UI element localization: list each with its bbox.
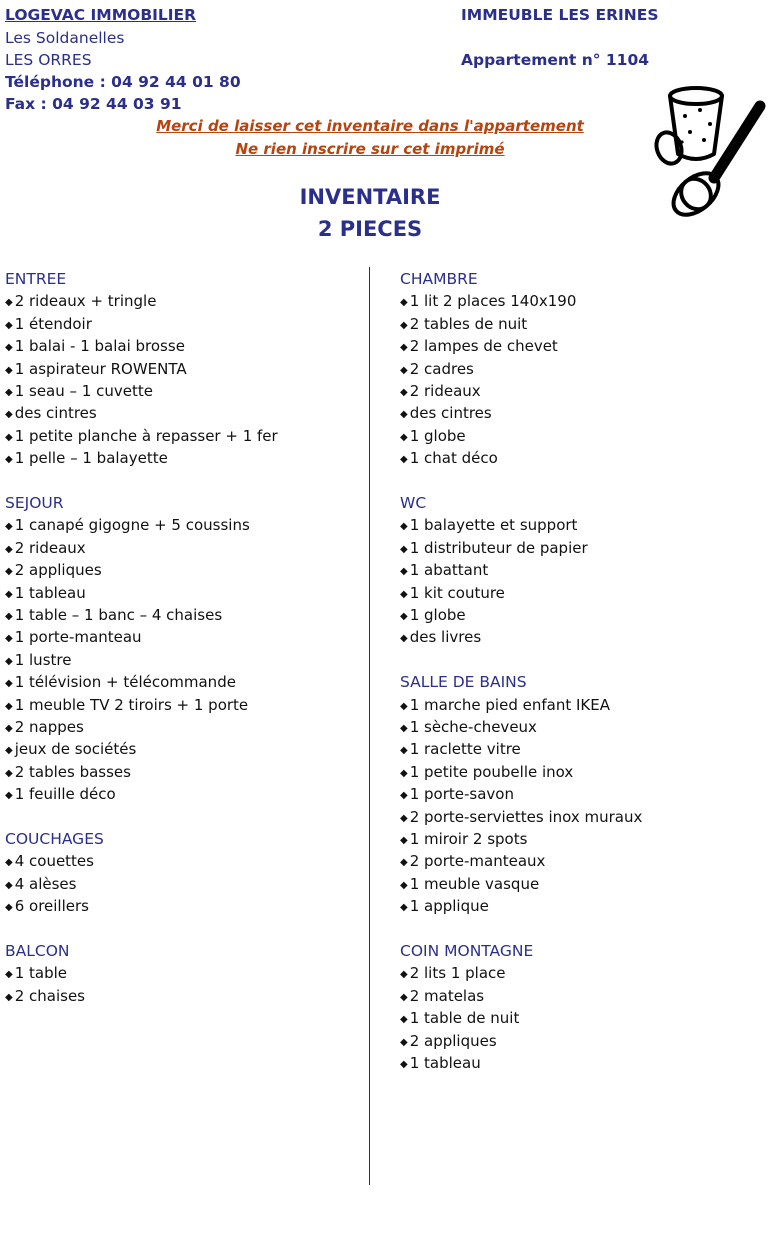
bullet-icon: ◆ [5,633,13,645]
bullet-icon: ◆ [5,297,13,309]
section-chambre [400,268,642,470]
bullet-icon: ◆ [400,879,408,891]
bullet-icon: ◆ [400,969,408,981]
section-couchages [5,828,278,918]
fax-number: Fax : 04 92 44 03 91 [5,95,182,113]
list-item: ◆ 1 seau – 1 cuvette [5,381,153,400]
bullet-icon: ◆ [400,610,408,622]
phone-number: Téléphone : 04 92 44 01 80 [5,73,241,91]
section-title: SALLE DE BAINS [400,673,527,692]
page-subtitle: 2 PIECES [317,217,423,241]
bullet-icon: ◆ [400,1059,408,1070]
section-wc [400,492,642,649]
list-item: ◆ 2 appliques [400,1031,497,1050]
bullet-icon: ◆ [5,722,13,734]
list-item: ◆ 1 meuble vasque [400,874,540,893]
bullet-icon: ◆ [400,543,408,555]
list-item: ◆ 1 lustre [5,650,72,669]
list-item: ◆ 2 lampes de chevet [400,337,558,356]
bullet-icon: ◆ [400,812,408,824]
bullet-icon: ◆ [400,409,408,421]
list-item: ◆ jeux de sociétés [5,740,137,759]
bullet-icon: ◆ [400,364,408,376]
bullet-icon: ◆ [400,633,408,645]
apartment-number: Appartement n° 1104 [461,51,650,69]
bullet-icon: ◆ [5,610,13,622]
list-item: ◆ 1 télévision + télécommande [5,673,236,692]
residence-name: Les Soldanelles [5,29,125,47]
bullet-icon: ◆ [5,678,13,690]
bullet-icon: ◆ [5,454,13,466]
list-item: ◆ des cintres [5,404,97,423]
list-item: ◆ 1 globe [400,426,466,445]
list-item: ◆ 1 étendoir [5,314,92,333]
list-item: ◆ 2 matelas [400,986,485,1005]
right-column [400,268,642,1097]
list-item: ◆ 2 nappes [5,717,84,736]
list-item: ◆ 1 marche pied enfant IKEA [400,695,610,714]
bullet-icon: ◆ [400,566,408,578]
bullet-icon: ◆ [400,991,408,1003]
bullet-icon: ◆ [5,969,13,981]
list-item: ◆ 1 kit couture [400,583,505,602]
bullet-icon: ◆ [400,1014,408,1026]
section-title: COUCHAGES [5,829,104,848]
list-item: ◆ des livres [400,628,482,647]
bullet-icon: ◆ [400,431,408,443]
bullet-icon: ◆ [400,454,408,466]
list-item: ◆ 1 chat déco [400,449,498,468]
bullet-icon: ◆ [400,1036,408,1048]
bullet-icon: ◆ [400,790,408,802]
section-title: BALCON [5,942,70,961]
list-item: ◆ 1 tableau [5,583,86,602]
bullet-icon: ◆ [5,566,13,578]
bullet-icon: ◆ [400,319,408,331]
list-item: ◆ 4 alèses [5,874,77,893]
bullet-icon: ◆ [5,342,13,354]
bullet-icon: ◆ [400,342,408,354]
section-title: ENTREE [5,270,67,288]
bullet-icon: ◆ [5,991,13,1003]
bullet-icon: ◆ [400,902,408,914]
list-item: ◆ 1 distributeur de papier [400,538,588,557]
list-item: ◆ 1 pelle – 1 balayette [5,449,168,468]
list-item: ◆ 2 tables de nuit [400,314,528,333]
bullet-icon: ◆ [400,857,408,869]
list-item: ◆ 2 tables basses [5,762,131,781]
left-column [5,268,278,1030]
column-divider [369,267,370,1185]
notice-line-2: Ne rien inscrire sur cet imprimé [235,140,505,158]
list-item: ◆ 1 petite planche à repasser + 1 fer [5,426,278,445]
list-item: ◆ des cintres [400,404,492,423]
list-item: ◆ 1 raclette vitre [400,740,521,759]
bullet-icon: ◆ [5,655,13,667]
section-coin-montagne [400,940,642,1074]
list-item: ◆ 2 appliques [5,561,102,580]
bullet-icon: ◆ [5,319,13,331]
bullet-icon: ◆ [5,386,13,398]
list-item: ◆ 4 couettes [5,852,94,871]
bullet-icon: ◆ [5,745,13,757]
bullet-icon: ◆ [5,857,13,869]
bullet-icon: ◆ [400,588,408,600]
list-item: ◆ 2 porte-manteaux [400,852,546,871]
list-item: ◆ 1 applique [400,897,489,916]
list-item: ◆ 1 globe [400,605,466,624]
list-item: ◆ 2 rideaux [5,538,86,557]
list-item: ◆ 1 balai - 1 balai brosse [5,337,185,356]
bullet-icon: ◆ [400,297,408,309]
notice-line-1: Merci de laisser cet inventaire dans l'appartement [156,117,584,135]
bullet-icon: ◆ [5,902,13,914]
bullet-icon: ◆ [5,767,13,779]
section-title: WC [400,494,427,513]
bullet-icon: ◆ [400,723,408,735]
list-item: ◆ 2 cadres [400,359,474,378]
list-item: ◆ 1 aspirateur ROWENTA [5,359,187,378]
section-title: CHAMBRE [400,270,478,288]
bullet-icon: ◆ [5,543,13,555]
bullet-icon: ◆ [5,879,13,891]
section-salle-de-bains [400,671,642,917]
list-item: ◆ 1 table [5,964,68,983]
page-title: INVENTAIRE [299,185,441,209]
list-item: ◆ 1 table de nuit [400,1009,520,1028]
list-item: ◆ 1 balayette et support [400,516,578,535]
whisk-and-cup-icon [652,80,768,226]
section-entree [5,268,278,470]
bullet-icon: ◆ [400,834,408,846]
list-item: ◆ 2 rideaux [400,381,481,400]
list-item: ◆ 1 abattant [400,561,489,580]
list-item: ◆ 1 porte-manteau [5,628,142,647]
bullet-icon: ◆ [5,431,13,443]
list-item: ◆ 1 canapé gigogne + 5 coussins [5,516,250,535]
bullet-icon: ◆ [5,790,13,802]
bullet-icon: ◆ [400,386,408,398]
section-title: SEJOUR [5,494,64,513]
list-item: ◆ 1 feuille déco [5,785,116,804]
list-item: ◆ 1 petite poubelle inox [400,762,574,781]
bullet-icon: ◆ [400,521,408,533]
list-item: ◆ 1 lit 2 places 140x190 [400,292,577,311]
bullet-icon: ◆ [400,700,408,712]
bullet-icon: ◆ [400,767,408,779]
list-item: ◆ 1 miroir 2 spots [400,829,528,848]
list-item: ◆ 1 table – 1 banc – 4 chaises [5,605,223,624]
section-title: COIN MONTAGNE [400,942,534,961]
section-sejour [5,492,278,805]
bullet-icon: ◆ [5,700,13,712]
list-item: ◆ 1 sèche-cheveux [400,718,537,737]
list-item: ◆ 1 meuble TV 2 tiroirs + 1 porte [5,695,249,714]
town-name: LES ORRES [5,51,92,69]
list-item: ◆ 1 porte-savon [400,785,514,804]
bullet-icon: ◆ [5,521,13,533]
bullet-icon: ◆ [400,745,408,757]
bullet-icon: ◆ [5,409,13,421]
building-name: IMMEUBLE LES ERINES [461,6,659,24]
bullet-icon: ◆ [5,588,13,600]
agency-name: LOGEVAC IMMOBILIER [5,6,197,24]
list-item: ◆ 2 chaises [5,986,85,1005]
list-item: ◆ 2 porte-serviettes inox muraux [400,807,643,826]
bullet-icon: ◆ [5,364,13,376]
list-item: ◆ 2 rideaux + tringle [5,292,157,311]
section-balcon [5,940,278,1007]
list-item: ◆ 6 oreillers [5,897,89,916]
list-item: ◆ 1 tableau [400,1054,481,1072]
list-item: ◆ 2 lits 1 place [400,964,506,983]
